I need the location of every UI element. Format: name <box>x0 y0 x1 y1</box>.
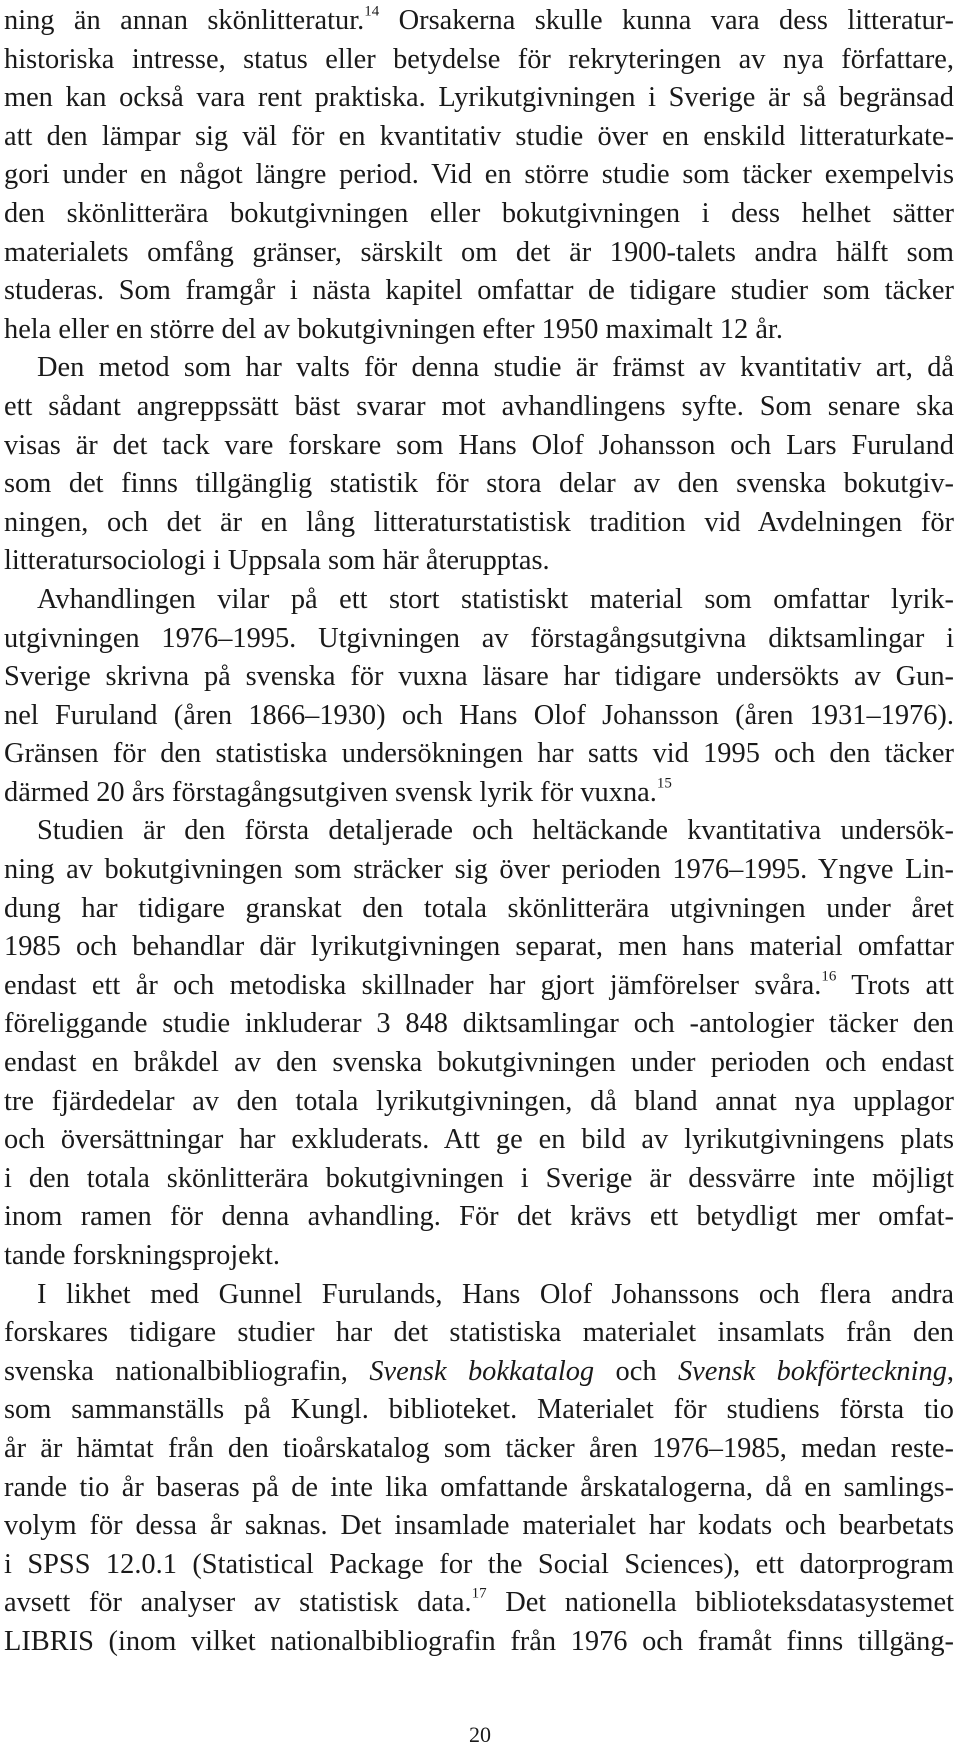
line-text: föreliggande studie inkluderar 3 848 diktsamlingar och -antologier täcker den <box>4 1008 954 1040</box>
line-text: endast en bråkdel av den svenska bokutgivningen under perioden och endast <box>4 1047 954 1079</box>
line-text: men kan också vara rent praktiska. Lyrikutgivningen i Sverige är så begränsad <box>4 82 954 114</box>
text-line <box>4 774 954 813</box>
text-line <box>4 1314 954 1353</box>
footnote-marker: 16 <box>821 968 837 985</box>
text-line <box>4 735 954 774</box>
line-text: volym för dessa år saknas. Det insamlade materialet har kodats och bearbetats <box>4 1510 954 1542</box>
text-line <box>4 1546 954 1585</box>
line-text: gori under en något längre period. Vid en större studie som täcker exempelvis <box>4 159 954 191</box>
text-line <box>4 1469 954 1508</box>
footnote-marker: 15 <box>656 775 672 792</box>
line-text: som det finns tillgänglig statistik för stora delar av den svenska bokutgiv- <box>4 468 954 500</box>
line-text: Gränsen för den statistiska undersökningen har satts vid 1995 och den täcker <box>4 738 954 770</box>
text-line <box>4 1044 954 1083</box>
text-line <box>4 311 954 350</box>
line-text: i den totala skönlitterära bokutgivningen i Sverige är dessvärre inte möjligt <box>4 1162 954 1194</box>
text-line <box>4 272 954 311</box>
text-line <box>4 118 954 157</box>
line-text: 1985 och behandlar där lyrikutgivningen separat, men hans material omfattar <box>4 931 954 963</box>
text-line <box>4 581 954 620</box>
line-text: litteratursociologi i Uppsala som här återupptas. <box>4 545 550 577</box>
text-line <box>4 388 954 427</box>
line-text: i SPSS 12.0.1 (Statistical Package for the Social Sciences), ett datorprogram <box>4 1548 954 1580</box>
page-number: 20 <box>469 1722 491 1747</box>
line-text: rande tio år baseras på de inte lika omfattande årskatalogerna, då en samlings- <box>4 1471 954 1503</box>
text-line <box>4 890 954 929</box>
line-text: tande forskningsprojekt. <box>4 1240 280 1271</box>
line-text: forskares tidigare studier har det statistiska materialet insamlats från den <box>4 1317 954 1349</box>
line-text: avsett för analyser av statistisk data. <box>4 1587 472 1619</box>
line-text: tre fjärdedelar av den totala lyrikutgivningen, då bland annat nya upplagor <box>4 1085 954 1117</box>
text-line <box>4 542 954 581</box>
line-text: , <box>946 1355 954 1387</box>
text-line <box>4 195 954 234</box>
line-text: visas är det tack vare forskare som Hans Olof Johansson och Lars Furuland <box>4 429 954 461</box>
line-text: endast ett år och metodiska skillnader har gjort jämförelser svåra. <box>4 969 822 1001</box>
line-text: svenska nationalbibliografin, <box>4 1355 370 1387</box>
footnote-marker: 17 <box>471 1585 487 1602</box>
line-text: ett sådant angreppssätt bäst svarar mot avhandlingens syfte. Som senare ska <box>4 390 954 422</box>
text-line <box>4 1237 954 1276</box>
text-line <box>4 79 954 118</box>
text-line <box>4 658 954 697</box>
line-text: Orsakerna skulle kunna vara dess litteratur- <box>379 5 954 36</box>
text-line <box>4 2 954 41</box>
line-text: som sammanställs på Kungl. biblioteket. Materialet för studiens första tio <box>4 1394 954 1426</box>
text-line <box>4 349 954 388</box>
text-line <box>4 928 954 967</box>
text-line <box>4 504 954 543</box>
text-line <box>4 1198 954 1237</box>
line-text: Trots att <box>836 969 954 1001</box>
text-line <box>4 465 954 504</box>
line-text: Avhandlingen vilar på ett stort statistiskt material som omfattar lyrik- <box>37 583 954 615</box>
line-text: materialets omfång gränser, särskilt om det är 1900-talets andra hälft som <box>4 236 954 268</box>
line-text: ning av bokutgivningen som sträcker sig över perioden 1976–1995. Yngve Lin- <box>4 854 954 886</box>
text-line <box>4 1276 954 1315</box>
line-text: Sverige skrivna på svenska för vuxna läsare har tidigare undersökts av Gun- <box>4 661 954 693</box>
text-line <box>4 156 954 195</box>
line-text: den skönlitterära bokutgivningen eller bokutgivningen i dess helhet sätter <box>4 197 954 229</box>
text-line <box>4 967 954 1006</box>
text-line <box>4 234 954 273</box>
line-text: LIBRIS (inom vilket nationalbibliografin från 1976 och framåt finns tillgäng- <box>4 1625 954 1657</box>
line-text: Studien är den första detaljerade och heltäckande kvantitativa undersök- <box>37 815 954 847</box>
line-text: år är hämtat från den tioårskatalog som täcker åren 1976–1985, medan reste- <box>4 1432 954 1464</box>
line-text: och <box>594 1355 678 1387</box>
text-line <box>4 1430 954 1469</box>
line-text: utgivningen 1976–1995. Utgivningen av förstagångsutgivna diktsamlingar i <box>4 622 954 654</box>
line-text: ningen, och det är en lång litteraturstatistisk tradition vid Avdelningen för <box>4 506 954 538</box>
footnote-marker: 14 <box>364 3 380 20</box>
text-line <box>4 1083 954 1122</box>
line-text: därmed 20 års förstagångsutgiven svensk lyrik för vuxna. <box>4 776 657 808</box>
text-line <box>4 427 954 466</box>
text-line <box>4 41 954 80</box>
line-text: nel Furuland (åren 1866–1930) och Hans Olof Johansson (åren 1931–1976). <box>4 699 954 731</box>
text-line <box>4 697 954 736</box>
text-line <box>4 851 954 890</box>
text-line <box>4 1005 954 1044</box>
body-text <box>4 2 954 1662</box>
line-text: och översättningar har exkluderats. Att ge en bild av lyrikutgivningens plats <box>4 1124 954 1156</box>
text-line <box>4 812 954 851</box>
title-italic: Svensk bokkatalog <box>369 1355 595 1387</box>
text-line <box>4 1623 954 1662</box>
line-text: ning än annan skönlitteratur. <box>4 5 365 36</box>
text-line <box>4 1160 954 1199</box>
line-text: dung har tidigare granskat den totala skönlitterära utgivningen under året <box>4 892 954 924</box>
line-text: I likhet med Gunnel Furulands, Hans Olof Johanssons och flera andra <box>37 1278 954 1310</box>
line-text: inom ramen för denna avhandling. För det krävs ett betydligt mer omfat- <box>4 1201 954 1233</box>
line-text: hela eller en större del av bokutgivningen efter 1950 maximalt 12 år. <box>4 313 783 345</box>
text-line <box>4 1584 954 1623</box>
text-line <box>4 620 954 659</box>
title-italic: Svensk bokförteckning <box>677 1355 947 1387</box>
line-text: historiska intresse, status eller betydelse för rekryteringen av nya författare, <box>4 43 954 75</box>
line-text: Den metod som har valts för denna studie är främst av kvantitativ art, då <box>37 352 954 384</box>
line-text: studeras. Som framgår i nästa kapitel omfattar de tidigare studier som täcker <box>4 275 954 307</box>
text-line <box>4 1121 954 1160</box>
text-line <box>4 1391 954 1430</box>
line-text: Det nationella biblioteksdatasystemet <box>486 1587 954 1619</box>
text-line <box>4 1507 954 1546</box>
line-text: att den lämpar sig väl för en kvantitativ studie över en enskild litteraturkate- <box>4 120 954 152</box>
text-line <box>4 1353 954 1392</box>
